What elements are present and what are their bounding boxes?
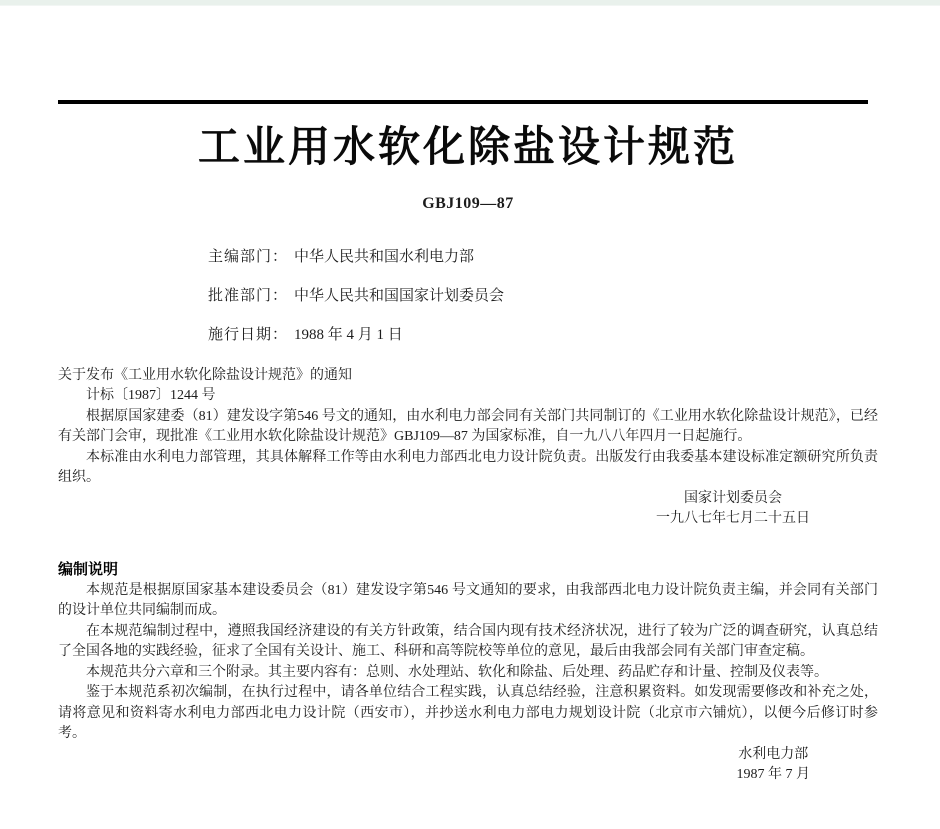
notice-paragraph: 根据原国家建委（81）建发设字第546 号文的通知，由水利电力部会同有关部门共同制订的《工业用水软化除盐设计规范》，已经有关部门会审，现批准《工业用水软化除盐设计规范》GBJ109—87 为国家标准，自一九八八年四月一日起施行。 bbox=[58, 408, 878, 444]
meta-row-approver bbox=[208, 288, 878, 304]
notice-signature bbox=[656, 489, 810, 530]
notice-heading: 关于发布《工业用水软化除盐设计规范》的通知 bbox=[58, 367, 352, 383]
document-body bbox=[0, 100, 940, 786]
signature-date: 一九八七年七月二十五日 bbox=[656, 511, 810, 526]
meta-row-effective-date bbox=[208, 327, 878, 343]
page-top-edge bbox=[0, 0, 940, 6]
meta-label: 批准部门： bbox=[208, 287, 289, 304]
explanation-paragraph: 本规范共分六章和三个附录。其主要内容有：总则、水处理站、软化和除盐、后处理、药品贮存和计量、控制及仪表等。 bbox=[86, 664, 828, 680]
meta-value: 1988 年 4 月 1 日 bbox=[294, 326, 403, 343]
explanation-paragraph: 在本规范编制过程中，遵照我国经济建设的有关方针政策，结合国内现有技术经济状况，进行了较为广泛的调查研究，认真总结了全国各地的实践经验，征求了全国有关设计、施工、科研和高等院校等单位的意见，最后由我部会同有关部门审查定稿。 bbox=[58, 623, 878, 659]
signature-org: 水利电力部 bbox=[738, 746, 809, 762]
notice-paragraph: 本标准由水利电力部管理，其具体解释工作等由水利电力部西北电力设计院负责。出版发行由我委基本建设标准定额研究所负责组织。 bbox=[58, 449, 878, 485]
notice-doc-number: 计标〔1987〕1244 号 bbox=[86, 388, 216, 403]
explanation-paragraph: 鉴于本规范系初次编制，在执行过程中，请各单位结合工程实践，认真总结经验，注意积累资料。如发现需要修改和补充之处，请将意见和资料寄水利电力部西北电力设计院（西安市），并抄送水利电力部电力规划设计院（北京市六铺炕），以便今后修订时参考。 bbox=[58, 685, 878, 741]
explanation-section bbox=[58, 560, 878, 786]
explanation-heading: 编制说明 bbox=[58, 560, 119, 578]
explanation-paragraph: 本规范是根据原国家基本建设委员会（81）建发设字第546 号文通知的要求，由我部西北电力设计院负责主编，并会同有关部门的设计单位共同编制而成。 bbox=[58, 582, 878, 618]
meta-value: 中华人民共和国国家计划委员会 bbox=[294, 287, 505, 304]
meta-label: 主编部门： bbox=[208, 248, 289, 265]
header-rule bbox=[58, 100, 868, 104]
notice-section bbox=[58, 366, 878, 530]
meta-row-chief-editor bbox=[208, 249, 878, 265]
signature-org: 国家计划委员会 bbox=[684, 490, 782, 506]
document-title: 工业用水软化除盐设计规范 bbox=[197, 125, 738, 171]
explanation-signature bbox=[737, 745, 811, 786]
meta-value: 中华人民共和国水利电力部 bbox=[294, 248, 475, 265]
meta-label: 施行日期： bbox=[208, 326, 289, 343]
meta-block bbox=[208, 249, 878, 343]
signature-date: 1987 年 7 月 bbox=[736, 767, 810, 782]
standard-code: GBJ109—87 bbox=[422, 194, 514, 212]
